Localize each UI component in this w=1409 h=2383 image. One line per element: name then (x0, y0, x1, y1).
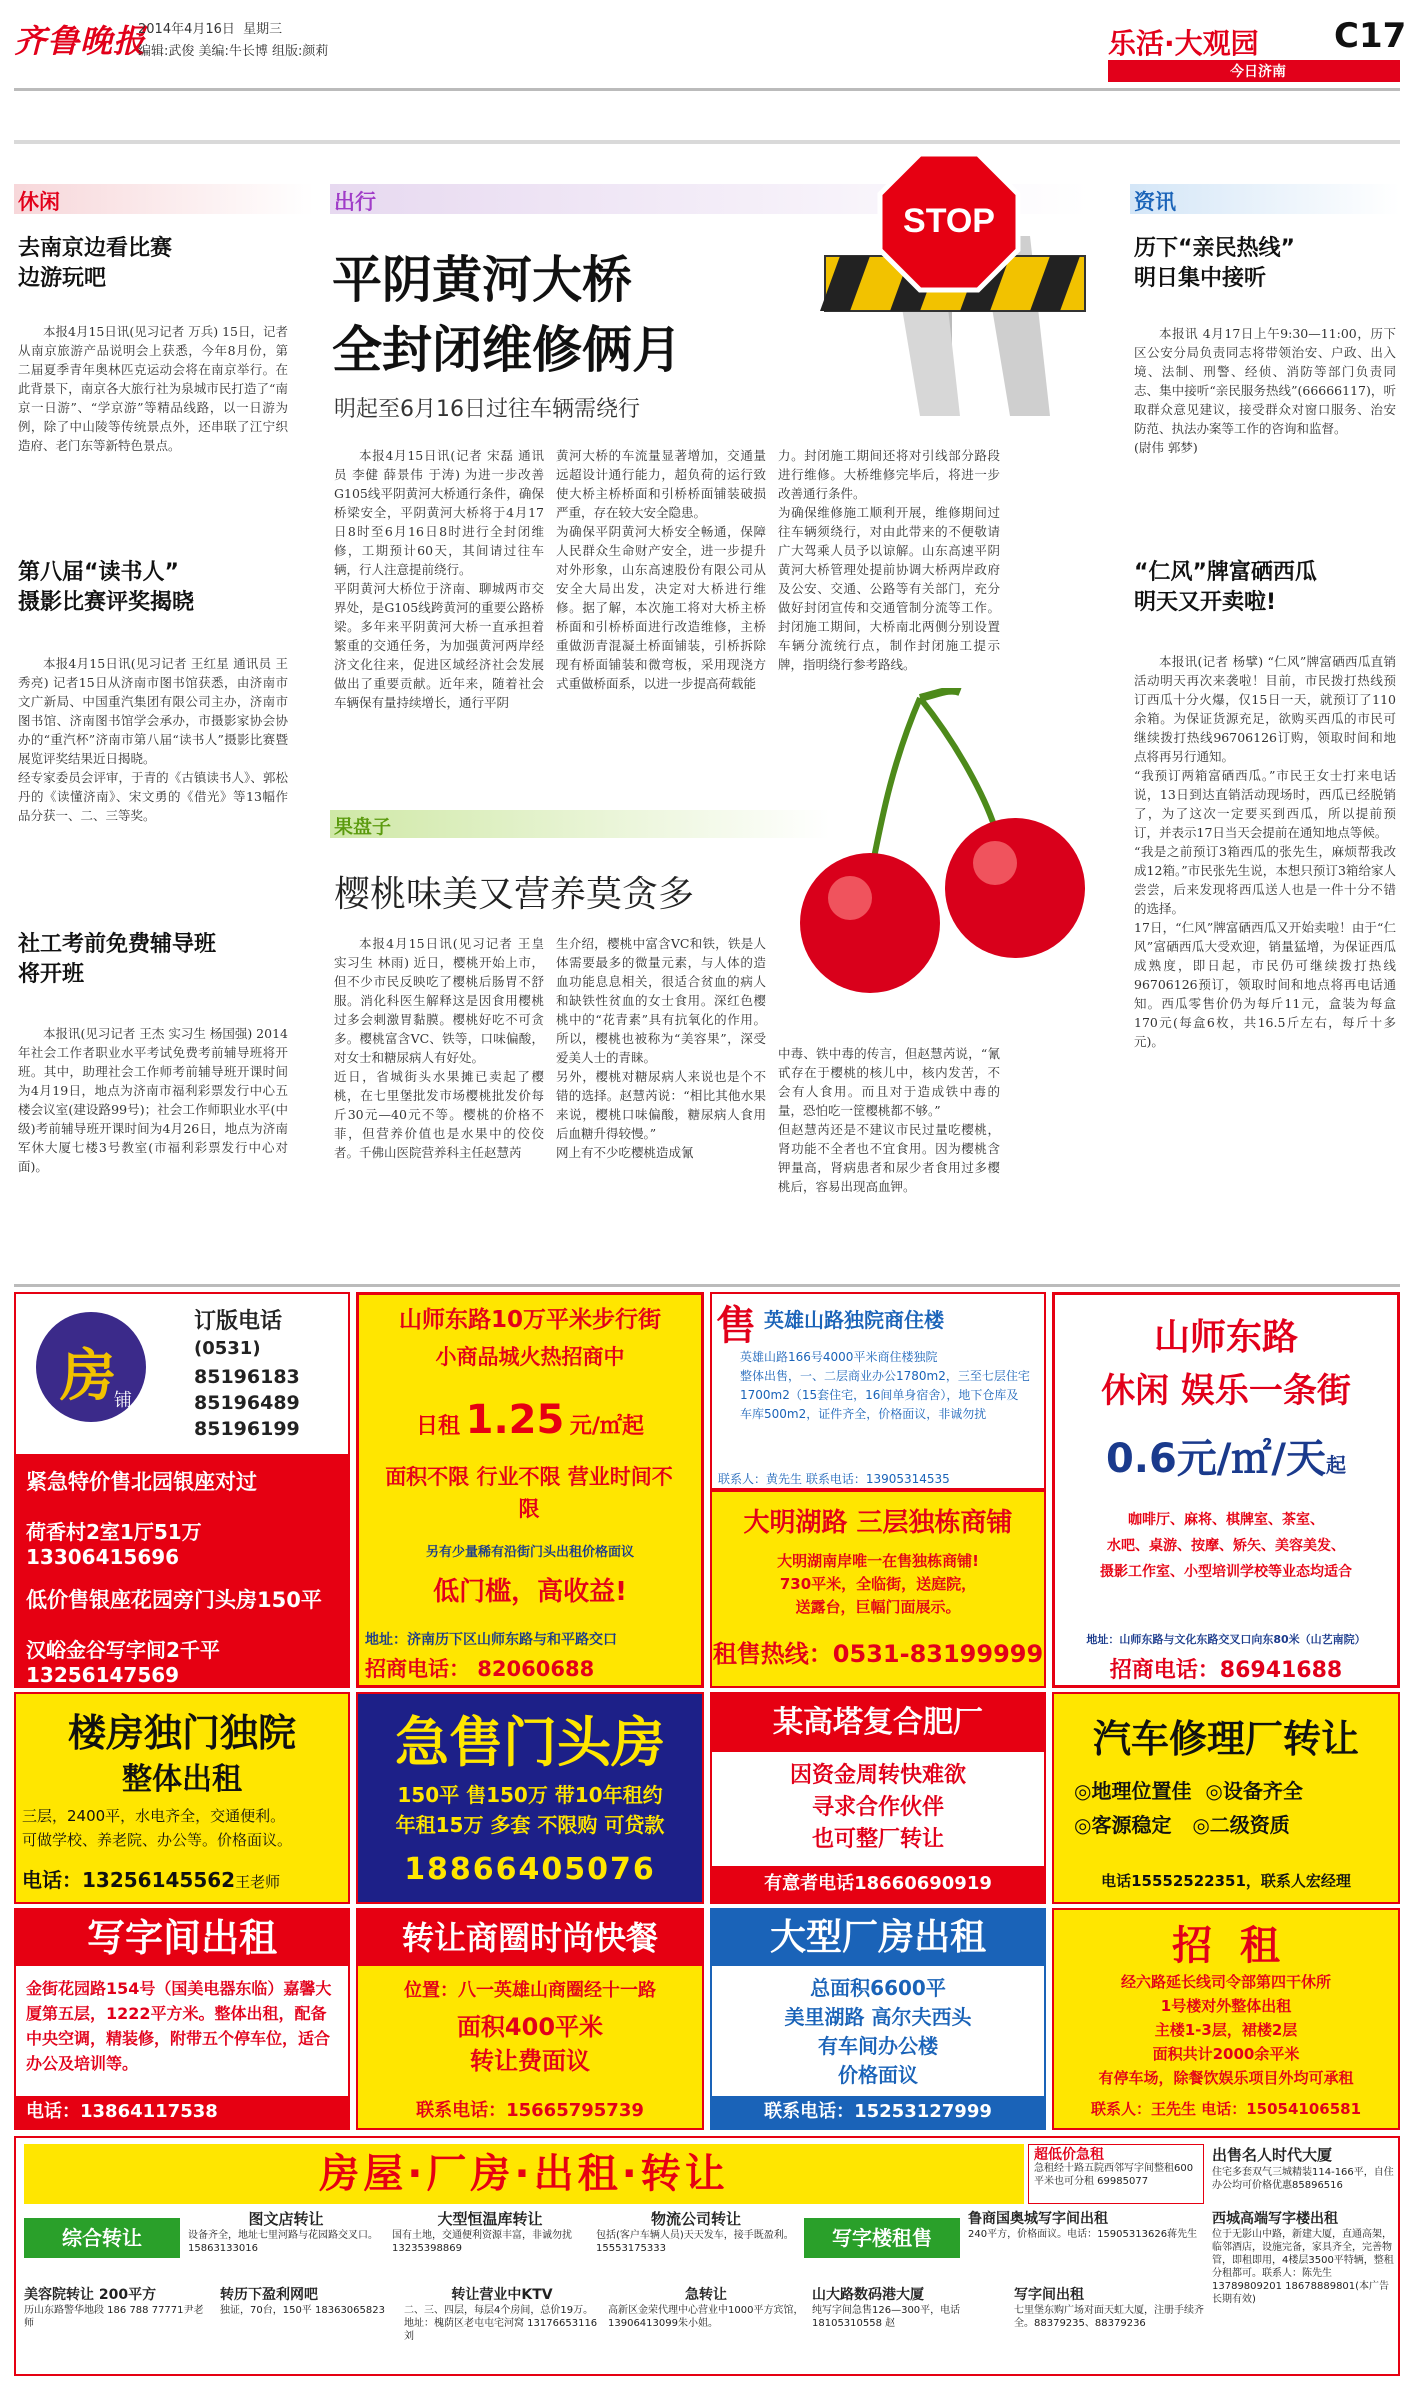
ped-price-value: 1.25 (465, 1397, 565, 1443)
issue-date (138, 18, 282, 37)
right-article2-title: “仁风”牌富硒西瓜 明天又开卖啦! (1134, 560, 1317, 615)
r1-detail: 住宅多套双气三城精装114-166平，自住办公均可价格优惠85896516 (1212, 2167, 1394, 2191)
ped-address: 地址：济南历下区山师东路与和平路交口 (365, 1632, 617, 1648)
r2-title: 西城高端写字楼出租 (1212, 2211, 1338, 2227)
main-headline-2: 全封闭维修俩月 (332, 320, 682, 379)
item-4 (968, 2208, 1204, 2241)
section-name: 乐活·大观园 (1108, 27, 1259, 60)
date-text: 2014年4月16日 (138, 22, 235, 37)
item-9-detail: 纯写字间急售126—300平，电话18105310558 赵 (812, 2305, 961, 2329)
item-8 (608, 2284, 804, 2330)
ads-top-rule (14, 1284, 1400, 1287)
weekday-text: 星期三 (243, 22, 283, 37)
item-6-detail: 独证，70台，150平 18363065823 (220, 2305, 385, 2316)
ad-auto-repair (1052, 1692, 1400, 1904)
item-4-detail: 240平方，价格面议。电话：15905313626蒋先生 (968, 2229, 1198, 2240)
ad-real-estate-contact (14, 1292, 350, 1688)
item-10-detail: 七里堡东购广场对面天虹大厦，注册手续齐全。88379235、88379236 (1014, 2305, 1204, 2329)
listing-line-1: 紧急特价售北园银座对过 (26, 1470, 257, 1494)
mid-section-tag: 出行 (334, 190, 376, 214)
item-2-title: 大型恒温库转让 (437, 2210, 543, 2228)
cheap-detail: 急租经十路五院西邻写字间整租600平米也可分租 69985077 (1034, 2163, 1194, 2187)
fert-phone: 有意者电话18660690919 (712, 1866, 1044, 1902)
right-section-tag: 资讯 (1134, 190, 1176, 214)
ff-location: 位置：八一英雄山商圈经十一路 (404, 1980, 656, 2001)
ss-subtitle: 休闲 娱乐一条街 (1101, 1371, 1351, 1411)
booking-area-code: (0531) (194, 1338, 261, 1359)
left-section-tag: 休闲 (18, 190, 60, 214)
store-detail: 150平 售150万 带10年租约 年租15万 多套 不限购 可贷款 (395, 1783, 665, 1837)
booking-phone-3: 85196199 (194, 1418, 300, 1440)
ss-price-suffix: 起 (1326, 1453, 1347, 1477)
item-8-detail: 高新区金荣代理中心营业中1000平方宾馆，13906413099朱小姐。 (608, 2305, 804, 2329)
ped-phone: 招商电话： 82060688 (365, 1657, 595, 1681)
left-article1-body: 本报4月15日讯(见习记者 万兵) 15日，记者从南京旅游产品说明会上获悉，今年8月份，第二届夏季青年奥林匹克运动会将在南京举行。在此背景下，南京各大旅行社为泉城市民打造了“南京一日游”、“学京游”等精品线路，以一日游为例，除了中山陵等传统景点外，还串联了江宁织造府、老门东等新特色景点。 (18, 324, 288, 453)
left-article1-title: 去南京边看比赛 边游玩吧 (18, 236, 173, 291)
item-7-title: 转让营业中KTV (451, 2287, 553, 2303)
cherry-illustration (770, 688, 1110, 998)
item-10 (1014, 2284, 1204, 2330)
item-9-title: 山大路数码港大厦 (812, 2287, 924, 2303)
item-2-detail: 国有土地，交通便利资源丰富，非诚勿扰 13235398869 (392, 2230, 572, 2254)
r2-detail: 位于无影山中路，新建大厦，直通高架，临邻酒店，设施完备，家具齐全，完善物管，即租即用，4楼层3500平特辆，整租分租都可。联系人：陈先生 13789809201 18678889801(本广告长期有效) (1212, 2229, 1394, 2305)
bridge-column-3: 力。封闭施工期间还将对引线部分路段进行维修。大桥维修完毕后，将进一步改善通行条件。 为确保维修施工顺利开展，维修期间过往车辆须绕行，对由此带来的不便敬请广大驾乘人员予以谅解。山东高速平阴黄河大桥管理处提前协调大桥两岸政府及公安、交通、公路等有关部门，充分做好封闭宣传和交通管制分流等工作。封闭施工期间，大桥南北两侧分别设置车辆分流统行点，制作封闭施工提示牌，指明绕行参考路线。 (778, 448, 1000, 672)
cheap-title: 超低价急租 (1034, 2147, 1104, 2163)
auto-phone: 电话15552522351，联系人宏经理 (1101, 1872, 1351, 1890)
newspaper-logo: 齐鲁晚报 (14, 22, 147, 60)
booking-label: 订版电话 (194, 1309, 283, 1334)
ad-storefront (356, 1692, 704, 1904)
item-1 (188, 2208, 384, 2255)
ff-title: 转让商圈时尚快餐 (358, 1910, 702, 1966)
item-3 (596, 2208, 796, 2255)
yxs-contact: 联系人：黄先生 联系电话：13905314535 (718, 1472, 950, 1486)
masthead (0, 0, 1409, 100)
main-subheadline: 明起至6月16日过往车辆需绕行 (334, 397, 640, 422)
ss-title: 山师东路 (1153, 1317, 1298, 1358)
fruit-tag-bar (330, 810, 830, 838)
left-column (14, 178, 314, 1268)
item-7-detail: 二、三、四层，每层4个房间，总价19万。地址：槐荫区老屯屯宅河窝 13176653116刘 (404, 2305, 598, 2342)
cherry-column-3: 中毒、铁中毒的传言，但赵慧芮说，“氰甙存在于樱桃的核儿中，核内发苦，不会有人食用。而且对于造成铁中毒的量，恐怕吃一筐樱桃都不够。” 但赵慧芮还是不建议市民过量吃樱桃，肾功能不全者也不宜食用。因为樱桃含钾量高，肾病患者和尿少者食用过多樱桃后，容易出现高血钾。 (778, 1046, 1000, 1194)
left-label-2: 写字楼租售 (804, 2218, 960, 2258)
left-article2-title: 第八届“读书人” 摄影比赛评奖揭晓 (18, 560, 195, 615)
listing-line-4: 汉峪金谷写字间2千平13256147569 (26, 1638, 220, 1687)
main-headline-1: 平阴黄河大桥 (332, 250, 632, 309)
factory-phone: 联系电话：15253127999 (712, 2096, 1044, 2128)
bridge-column-2: 黄河大桥的车流量显著增加，交通量远超设计通行能力，超负荷的运行致使大桥主桥桥面和引桥桥面铺装破损严重，存在较大安全隐患。 为确保平阴黄河大桥安全畅通，保障人民群众生命财产安全，进一步提升对外形象，山东高速股份有限公司从安全大局出发，决定对大桥进行维修。据了解，本次施工将对大桥主桥桥面和引桥桥面进行改造维修，主桥重做沥青混凝土桥面铺装，引桥拆除现有桥面铺装和微弯板，采用现浇方式重做桥面系，以进一步提高荷载能 (556, 448, 766, 691)
item-3-detail: 包括(客户车辆人员)天天发车，接手既盈利。15553175333 (596, 2230, 794, 2254)
item-5 (24, 2284, 212, 2330)
ped-features: 面积不限 行业不限 营业时间不限 (385, 1465, 673, 1521)
ad-office-rent (14, 1908, 350, 2130)
ped-subtitle: 小商品城火热招商中 (435, 1345, 625, 1369)
factory-title: 大型厂房出租 (712, 1910, 1044, 1966)
lease-contact: 联系人：王先生 电话：15054106581 (1090, 2100, 1362, 2118)
item-9 (812, 2284, 1008, 2330)
right-article1-body: 本报讯 4月17日上午9:30—11:00，历下区公安分局负责同志将带领治安、户政、出入境、法制、刑警、经侦、消防等部门负责同志、集中接听“亲民服务热线”(66666117)，听取群众意见建议，接受群众对窗口服务、治安防范、执法办案等工作的咨询和监督。 (尉伟 郭梦) (1134, 326, 1396, 455)
lease-detail: 经六路延长线司令部第四干休所 1号楼对外整体出租 主楼1-3层，裙楼2层 面积共计2000余平米 有停车场，除餐饮娱乐项目外均可承租 (1098, 1973, 1354, 2087)
right-article1-title: 历下“亲民热线” 明日集中接听 (1134, 236, 1295, 291)
ad-fastfood (356, 1908, 704, 2130)
booking-phone-1: 85196183 (194, 1366, 300, 1388)
cherry-column-1: 本报4月15日讯(见习记者 王皇 实习生 林雨) 近日，樱桃开始上市，但不少市民反映吃了樱桃后肠胃不舒服。消化科医生解释这是因食用樱桃过多会刺激胃黏膜。樱桃好吃不可贪多。樱桃富含VC、铁等，口味偏酸，对女士和糖尿病人有好处。 近日，省城街头水果摊已卖起了樱桃，在七里堡批发市场樱桃批发价每斤30元—40元不等。樱桃的价格不菲，但营养价值也是水果中的佼佼者。千佛山医院营养科主任赵慧芮 (334, 936, 544, 1160)
yxs-detail: 英雄山路166号4000平米商住楼独院 整体出售，一、二层商业办公1780m2，三至七层住宅1700m2（15套住宅，16间单身宿舍），地下仓库及车库500m2，证件齐全，价格面议，非诚勿扰 (740, 1350, 1030, 1421)
house-contact: 王老师 (235, 1873, 281, 1891)
classified-banner: 房屋·厂房·出租·转让 (24, 2144, 1024, 2204)
item-5-title: 美容院转让 200平方 (24, 2287, 157, 2303)
left-article3-body: 本报讯(见习记者 王杰 实习生 杨国强) 2014年社会工作者职业水平考试免费考前辅导班将开班。其中，助理社会工作师考前辅导班开课时间为4月19日，地点为济南市福利彩票发行中心五楼会议室(建设路99号)；社会工作师职业水平(中级)考前辅导班开课时间为4月26日，地点为济南军休大厦七楼3号教室(市福利彩票发行中心对面)。 (18, 1026, 288, 1174)
section-sub: 今日济南 (1230, 64, 1286, 80)
ss-uses: 咖啡厅、麻将、棋牌室、茶室、 水吧、桌游、按摩、矫矢、美容美发、 摄影工作室、小型培训学校等业态均适合 (1100, 1512, 1352, 1580)
house-logo-char: 房 (60, 1343, 116, 1409)
ss-price (1055, 1427, 1397, 1484)
ff-phone: 联系电话：15665795739 (416, 2100, 644, 2121)
dmh-detail: 大明湖南岸唯一在售独栋商铺! 730平米，全临街，送庭院， 送露台，巨幅门面展示。 (777, 1552, 979, 1616)
ad-daminghu (710, 1490, 1046, 1688)
office-title: 写字间出租 (16, 1910, 348, 1966)
sale-mark: 售 (716, 1303, 756, 1349)
ped-price-unit: 元/㎡起 (569, 1414, 644, 1439)
office-phone: 电话：13864117538 (16, 2096, 348, 2128)
store-phone: 18866405076 (404, 1852, 656, 1887)
right-article2-body: 本报讯(记者 杨擘) “仁风”牌富硒西瓜直销活动明天再次来袭啦！目前，市民拨打热线预订西瓜十分火爆，仅15日一天，就预订了110余箱。为保证货源充足，欲购买西瓜的市民可继续拨打热线96706126订购，领取时间和地点将再另行通知。 “我预订两箱富硒西瓜。”市民王女士打来电话说，13日到达直销活动现场时，西瓜已经脱销了，为了这次一定要买到西瓜，所以提前预订，并表示17日当天会提前在通知地点等候。 “我是之前预订3箱西瓜的张先生，麻烦帮我改成12箱。”市民张先生说，本想只预订3箱给家人尝尝，后来发现将西瓜送人也是一件十分不错的选择。 17日，“仁风”牌富硒西瓜又开始卖啦！由于“仁风”富硒西瓜大受欢迎，销量猛增，为保证西瓜成熟度，即日起，市民仍可继续拨打热线96706126预订，领取时间和地点将再电话通知。西瓜零售价仍为每斤11元，盒装为每盒170元(每盒6枚，共16.5斤左右，每斤十多元)。 (1134, 654, 1396, 1049)
lease-title: 招 租 (1172, 1923, 1280, 1969)
ss-address: 地址：山师东路与文化东路交叉口向东80米（山艺南院） (1086, 1633, 1366, 1646)
masthead-rule (14, 88, 1400, 91)
editor-credits: 编辑:武俊 美编:牛长博 组版:颜莉 (138, 44, 329, 59)
right-column (1130, 178, 1400, 1268)
bridge-column-1: 本报4月15日讯(记者 宋磊 通讯员 李健 薛景伟 于涛) 为进一步改善G105线平阴黄河大桥通行条件，确保桥梁安全，平阴黄河大桥将于4月17日8时至6月16日8时进行全封闭维修，工期预计60天，其间请过往车辆，行人注意提前绕行。 平阴黄河大桥位于济南、聊城两市交界处，是G105线跨黄河的重要公路桥梁。多年来平阴黄河大桥一直承担着繁重的交通任务，为加强黄河两岸经济文化往来，促进区域经济社会发展做出了重要贡献。近年来，随着社会车辆保有量持续增长，通行平阴 (334, 448, 544, 710)
item-2 (392, 2208, 588, 2255)
ad-yingxiongshan (710, 1292, 1046, 1490)
ss-price-value: 0.6元/㎡/天 (1105, 1436, 1327, 1482)
house-title: 楼房独门独院 (67, 1711, 296, 1755)
ad-recruit-lease (1052, 1908, 1400, 2130)
cherry-column-2: 生介绍，樱桃中富含VC和铁，铁是人体需要最多的微量元素，与人体的造血功能息息相关，很适合贫血的病人和缺铁性贫血的女士食用。深红色樱桃中的“花青素”具有抗氧化的作用。所以，樱桃也被称为“美容果”，深受爱美人士的青睐。 另外，樱桃对糖尿病人来说也是个不错的选择。赵慧芮说：“相比其他水果来说，樱桃口味偏酸，糖尿病人食用后血糖升得较慢。” 网上有不少吃樱桃造成氰 (556, 936, 766, 1160)
factory-detail: 总面积6600平 美里湖路 高尔夫西头 有车间办公楼 价格面议 (784, 1976, 972, 2087)
house-subtitle: 整体出租 (122, 1762, 242, 1797)
item-3-title: 物流公司转让 (650, 2210, 741, 2228)
booking-phone-2: 85196489 (194, 1392, 300, 1414)
masthead-rule-thin (14, 140, 1400, 144)
stop-text: STOP (903, 202, 995, 240)
store-title: 急售门头房 (395, 1711, 665, 1774)
ped-price (359, 1397, 701, 1443)
ped-note: 另有少量稀有沿街门头出租价格面议 (425, 1545, 634, 1560)
item-5-detail: 历山东路警华地段 186 788 77771尹老师 (24, 2305, 204, 2329)
middle-column (330, 178, 1110, 1268)
fert-title: 某高塔复合肥厂 (712, 1694, 1044, 1752)
item-6 (220, 2284, 396, 2317)
auto-features: ◎地理位置佳 ◎设备齐全 ◎客源稳定 ◎二级资质 (1074, 1779, 1303, 1837)
item-4-title: 鲁商国奥城写字间出租 (968, 2211, 1108, 2227)
item-7 (404, 2284, 600, 2343)
ped-price-pre: 日租 (416, 1414, 461, 1439)
house-phone-num: 电话：13256145562 (22, 1868, 236, 1892)
house-logo-char2: 铺 (114, 1390, 132, 1411)
auto-title: 汽车修理厂转让 (1092, 1717, 1359, 1761)
stop-sign-illustration (800, 136, 1100, 436)
ff-detail: 面积400平米 转让费面议 (456, 2013, 604, 2075)
item-10-title: 写字间出租 (1014, 2287, 1084, 2303)
item-1-title: 图文店转让 (248, 2210, 324, 2228)
listing-line-3: 低价售银座花园旁门头房150平 (26, 1588, 322, 1612)
r1-title: 出售名人时代大厦 (1212, 2146, 1333, 2164)
dmh-title: 大明湖路 三层独栋商铺 (743, 1508, 1013, 1538)
fert-detail: 因资金周转快难欲 寻求合作伙伴 也可整厂转让 (789, 1763, 966, 1852)
left-article2-body: 本报4月15日讯(见习记者 王红星 通讯员 王秀亮) 记者15日从济南市图书馆获悉，由济南市文广新局、中国重汽集团有限公司主办，济南市图书馆、济南图书馆学会承办，市摄影家协会协办的“重汽杯”济南市第八届“读书人”摄影比赛暨展览评奖结果近日揭晓。 经专家委员会评审，于青的《古镇读书人》、郭松丹的《读懂济南》、宋文勇的《借光》等13幅作品分获一、二、三等奖。 (18, 656, 288, 823)
item-1-detail: 设备齐全，地址七里河路与花园路交叉口。15863133016 (188, 2230, 378, 2254)
ad-pedestrian-street (356, 1292, 704, 1688)
left-label-1: 综合转让 (24, 2218, 180, 2258)
classified-section (14, 2136, 1400, 2376)
ad-shanshi-leisure (1052, 1292, 1400, 1688)
ad-independent-house (14, 1692, 350, 1904)
yxs-title: 英雄山路独院商住楼 (764, 1308, 944, 1332)
office-detail: 金街花园路154号（国美电器东临）嘉馨大厦第五层，1222平方米。整体出租，配备中央空调，精装修，附带五个停车位，适合办公及培训等。 (26, 1979, 332, 2073)
dmh-phone: 租售热线：0531-83199999 (712, 1640, 1044, 1668)
item-6-title: 转历下盈利网吧 (220, 2287, 318, 2303)
left-article3-title: 社工考前免费辅导班 将开班 (18, 932, 217, 987)
ad-fertilizer (710, 1692, 1046, 1904)
ped-title: 山师东路10万平米步行街 (398, 1307, 661, 1333)
house-detail: 三层，2400平，水电齐全，交通便利。 可做学校、养老院、办公等。价格面议。 (22, 1807, 293, 1849)
fruit-section-tag: 果盘子 (334, 816, 392, 838)
listing-line-2: 荷香村2室1厅51万13306415696 (26, 1520, 202, 1569)
cherry-headline: 樱桃味美又营养莫贪多 (334, 874, 695, 915)
page-number: C17 (1334, 16, 1407, 56)
ss-phone: 招商电话：86941688 (1109, 1658, 1343, 1683)
house-phone (22, 1864, 280, 1893)
ped-slogan: 低门槛，高收益! (433, 1577, 627, 1607)
item-8-title: 急转让 (685, 2287, 727, 2303)
ad-factory (710, 1908, 1046, 2130)
